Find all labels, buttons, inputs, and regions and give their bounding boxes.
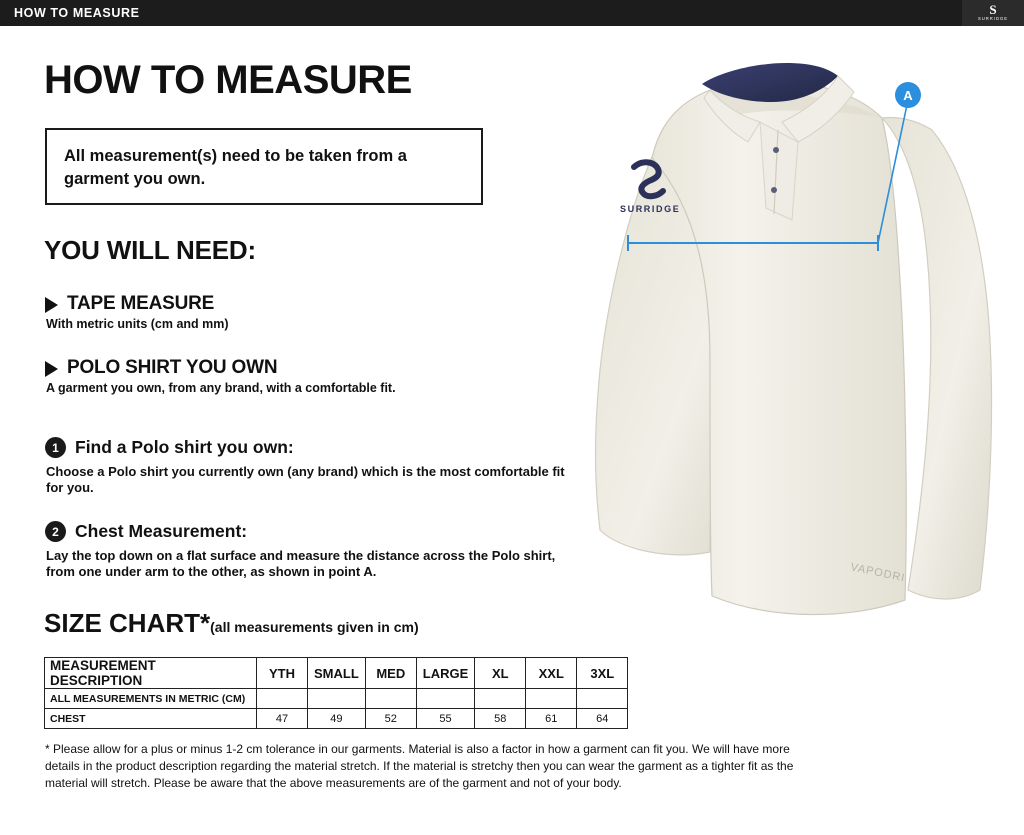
- triangle-bullet-icon: [45, 297, 58, 313]
- top-bar-title: HOW TO MEASURE: [14, 6, 140, 20]
- table-row: [45, 709, 628, 729]
- placket-button: [771, 187, 777, 193]
- polo-shirt-graphic: [560, 30, 1024, 700]
- cell: [308, 689, 366, 709]
- step-title: Chest Measurement:: [75, 521, 248, 541]
- page-title: HOW TO MEASURE: [44, 58, 412, 102]
- step-number-badge: 1: [45, 437, 66, 458]
- triangle-bullet-icon: [45, 361, 58, 377]
- size-chart-title-main: SIZE CHART*: [44, 608, 211, 638]
- column-header-xl: XL: [475, 658, 526, 689]
- size-chart-table: [44, 657, 628, 729]
- need-item-title: TAPE MEASURE: [67, 293, 215, 314]
- column-header-description: MEASUREMENT DESCRIPTION: [45, 658, 257, 689]
- you-will-need-title: YOU WILL NEED:: [44, 235, 256, 265]
- table-header-row: [45, 658, 628, 689]
- table-row: [45, 689, 628, 709]
- size-chart-title: [44, 608, 419, 639]
- row-label: CHEST: [45, 709, 257, 729]
- chest-logo-text: SURRIDGE: [620, 204, 681, 214]
- cell: [257, 689, 308, 709]
- cell: 58: [475, 709, 526, 729]
- brand-logo-name: SURRIDGE: [977, 16, 1009, 21]
- cell: 49: [308, 709, 366, 729]
- column-header-yth: YTH: [257, 658, 308, 689]
- brand-logo-mark: S: [989, 2, 997, 17]
- cell: 55: [416, 709, 475, 729]
- need-item-sub: With metric units (cm and mm): [46, 317, 229, 331]
- step-title: Find a Polo shirt you own:: [75, 437, 294, 457]
- size-chart-title-sub: (all measurements given in cm): [210, 619, 419, 635]
- brand-logo: [962, 0, 1024, 26]
- measure-point-a-badge: A: [895, 82, 921, 108]
- need-item-sub: A garment you own, from any brand, with a comfortable fit.: [46, 381, 396, 395]
- step-number-badge: 2: [45, 521, 66, 542]
- column-header-med: MED: [365, 658, 416, 689]
- column-header-large: LARGE: [416, 658, 475, 689]
- placket-button: [773, 147, 779, 153]
- cell: 52: [365, 709, 416, 729]
- cell: 47: [257, 709, 308, 729]
- callout-text: All measurement(s) need to be taken from a garment you own.: [64, 147, 407, 188]
- step-body: Lay the top down on a flat surface and measure the distance across the Polo shirt, from one under arm to the other, as shown in point A.: [46, 548, 556, 579]
- callout-box: [45, 128, 483, 205]
- cell: 64: [577, 709, 628, 729]
- column-header-3xl: 3XL: [577, 658, 628, 689]
- footnote-text: * Please allow for a plus or minus 1-2 cm tolerance in our garments. Material is also a factor in how a garment can fit you. We will have more details in the product description regarding the material stretch. If the material is stretchy then you can wear the garment as a tighter fit as the material will stretch. Please be aware that the above measurements are of the garment and not of your body.: [45, 742, 794, 790]
- hem-tech-text: VAPODRI: [849, 561, 907, 585]
- cell: [475, 689, 526, 709]
- top-bar: [0, 0, 1024, 26]
- column-header-xxl: XXL: [526, 658, 577, 689]
- cell: 61: [526, 709, 577, 729]
- row-label: ALL MEASUREMENTS IN METRIC (CM): [45, 689, 257, 709]
- garment-illustration: [560, 30, 1024, 700]
- cell: [416, 689, 475, 709]
- column-header-small: SMALL: [308, 658, 366, 689]
- step-body: Choose a Polo shirt you currently own (any brand) which is the most comfortable fit for you.: [46, 464, 565, 495]
- cell: [365, 689, 416, 709]
- need-item-title: POLO SHIRT YOU OWN: [67, 357, 278, 378]
